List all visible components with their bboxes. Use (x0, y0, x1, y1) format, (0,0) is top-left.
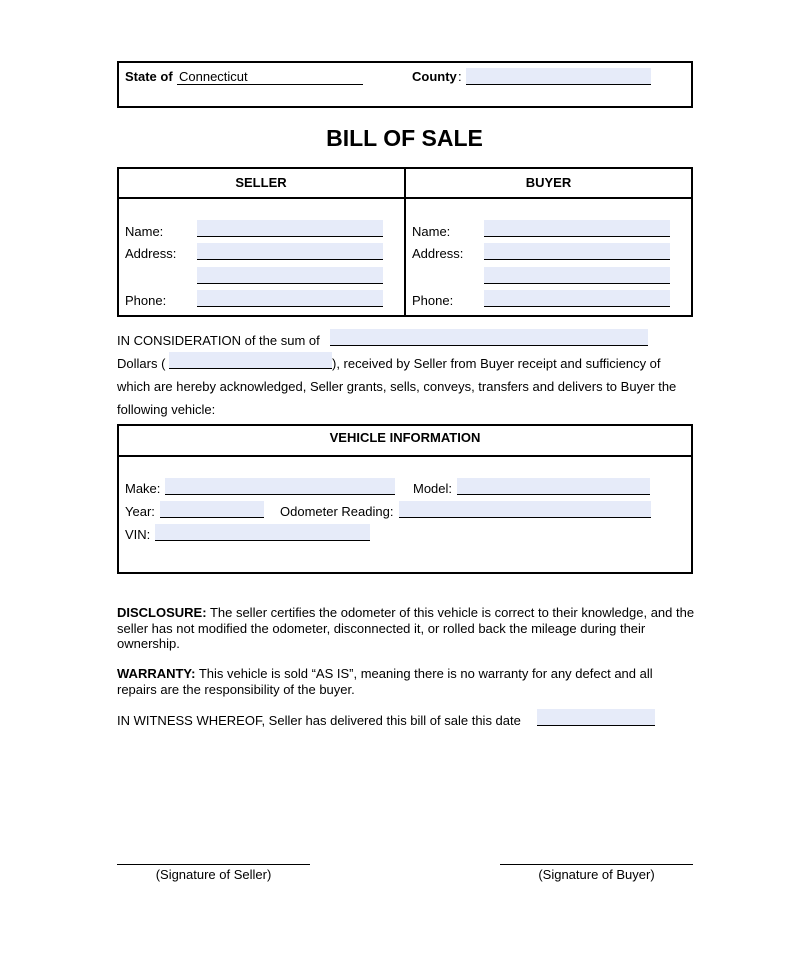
buyer-name-field[interactable] (484, 220, 670, 237)
state-label: State of (125, 69, 173, 84)
model-label: Model: (413, 481, 453, 496)
vehicle-box (117, 424, 693, 574)
buyer-address-field-2[interactable] (484, 267, 670, 284)
vehicle-header-divider (117, 455, 693, 457)
dollars-field[interactable] (169, 352, 332, 369)
buyer-phone-field[interactable] (484, 290, 670, 307)
seller-name-field[interactable] (197, 220, 383, 237)
buyer-signature-label: (Signature of Buyer) (538, 867, 655, 882)
consideration-line-2-start: Dollars ( (117, 356, 166, 371)
witness-date-field[interactable] (537, 709, 655, 726)
vehicle-header: VEHICLE INFORMATION (329, 430, 481, 445)
buyer-phone-label: Phone: (412, 293, 454, 308)
make-label: Make: (125, 481, 161, 496)
witness-text: IN WITNESS WHEREOF, Seller has delivered this bill of sale this date (117, 713, 521, 728)
consideration-line-2-end: ), received by Seller from Buyer receipt and sufficiency of (332, 356, 661, 371)
buyer-address-label: Address: (412, 246, 464, 261)
vin-field[interactable] (155, 524, 370, 541)
seller-header: SELLER (235, 175, 287, 190)
year-label: Year: (125, 504, 155, 519)
warranty-text: This vehicle is sold “AS IS”, meaning there is no warranty for any defect and all repairs are the responsibility of the buyer. (117, 666, 653, 697)
make-field[interactable] (165, 478, 395, 495)
seller-name-label: Name: (125, 224, 164, 239)
buyer-address-field-1[interactable] (484, 243, 670, 260)
warranty-label: WARRANTY: (117, 666, 196, 681)
consideration-line-4: following vehicle: (117, 402, 216, 417)
county-colon: : (458, 69, 462, 84)
vin-label: VIN: (125, 527, 151, 542)
disclosure-paragraph (117, 605, 695, 652)
seller-address-field-1[interactable] (197, 243, 383, 260)
buyer-header: BUYER (525, 175, 572, 190)
year-field[interactable] (160, 501, 264, 518)
warranty-paragraph (117, 666, 695, 697)
odometer-field[interactable] (399, 501, 651, 518)
seller-phone-field[interactable] (197, 290, 383, 307)
county-field[interactable] (466, 68, 651, 85)
page-title: BILL OF SALE (326, 125, 483, 151)
model-field[interactable] (457, 478, 650, 495)
buyer-signature-line[interactable] (500, 864, 693, 865)
county-label: County (412, 69, 457, 84)
seller-address-field-2[interactable] (197, 267, 383, 284)
sum-field[interactable] (330, 329, 648, 346)
odometer-label: Odometer Reading: (280, 504, 394, 519)
consideration-line-1: IN CONSIDERATION of the sum of (117, 333, 320, 348)
state-underline (177, 84, 363, 85)
consideration-line-3: which are hereby acknowledged, Seller grants, sells, conveys, transfers and delivers to Buyer the (117, 379, 677, 394)
seller-signature-label: (Signature of Seller) (155, 867, 272, 882)
state-value[interactable]: Connecticut (179, 69, 248, 84)
seller-address-label: Address: (125, 246, 177, 261)
seller-signature-line[interactable] (117, 864, 310, 865)
disclosure-text: The seller certifies the odometer of this vehicle is correct to their knowledge, and the seller has not modified the odometer, disconnected it, or rolled back the mileage during their ownership. (117, 605, 695, 651)
disclosure-label: DISCLOSURE: (117, 605, 207, 620)
buyer-name-label: Name: (412, 224, 451, 239)
seller-phone-label: Phone: (125, 293, 167, 308)
